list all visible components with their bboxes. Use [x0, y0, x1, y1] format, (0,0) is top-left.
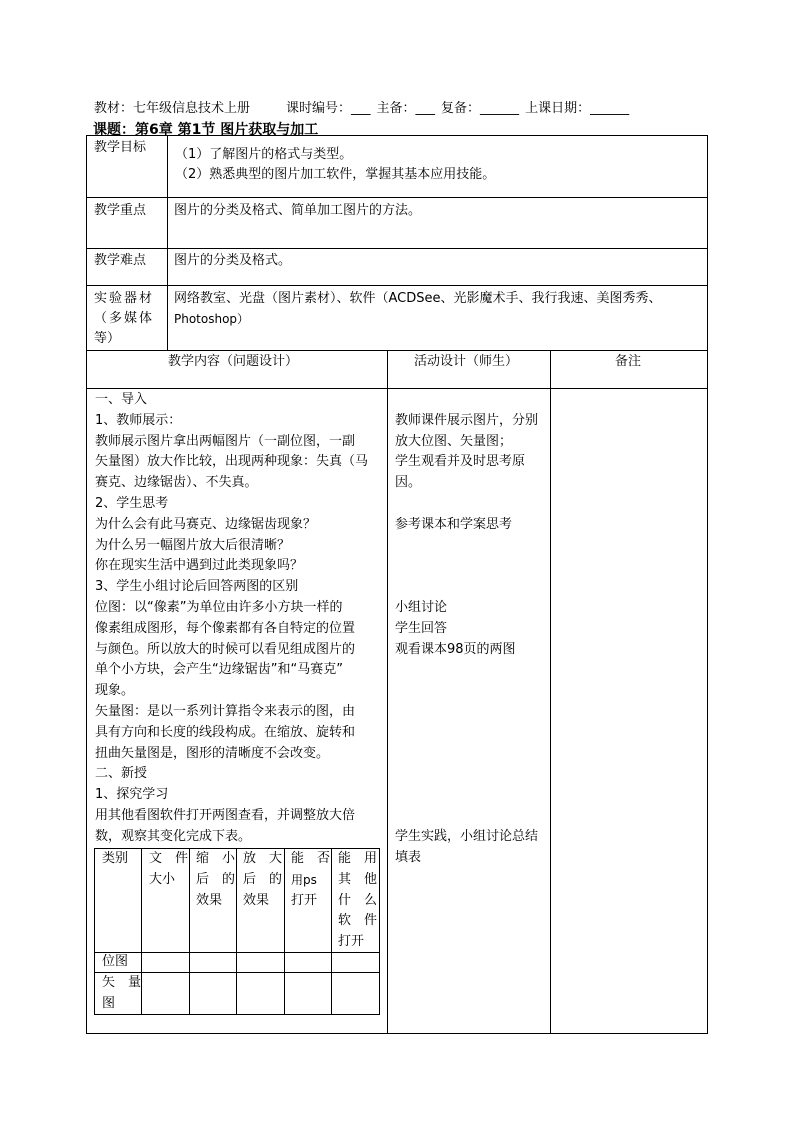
equipment-label-line-3: 等） — [94, 331, 121, 346]
equipment-label-line-2: （多媒体 — [94, 311, 155, 326]
content-line: 数，观察其变化完成下表。 — [95, 828, 252, 844]
content-line: 具有方向和长度的线段构成。在缩放、旋转和 — [95, 724, 356, 740]
row-label-vector: 矢 量 — [102, 975, 142, 990]
column-header-notes: 备注 — [615, 354, 642, 369]
header-other-software: 其 他 — [338, 871, 378, 887]
equipment-text-line-1: 网络教室、光盘（图片素材）、软件（ACDSee、光影魔术手、我行我速、美图秀秀、 — [174, 291, 662, 306]
equipment-text-line-2: Photoshop） — [174, 312, 250, 326]
cell-divider — [189, 848, 190, 1015]
content-line: 3、学生小组讨论后回答两图的区别 — [95, 579, 299, 595]
key-points-label: 教学重点 — [94, 203, 147, 218]
row-divider — [86, 388, 708, 389]
row-divider — [86, 350, 708, 351]
content-line: 像素组成图形，每个像素都有各自特定的位置 — [95, 620, 356, 636]
content-line: 位图：以“像素”为单位由许多小方块一样的 — [95, 600, 343, 615]
header-shrink-effect: 后 的 — [196, 871, 236, 887]
header-enlarge-effect: 效果 — [243, 892, 270, 908]
row-divider — [86, 285, 708, 286]
row-divider — [86, 248, 708, 249]
activity-line: 参考课本和学案思考 — [395, 516, 513, 532]
cell-divider — [236, 848, 237, 1015]
content-line: 用其他看图软件打开两图查看，并调整放大倍 — [95, 808, 356, 823]
content-line: 1、探究学习 — [95, 787, 169, 803]
cell-divider — [284, 848, 285, 1015]
content-line: 现象。 — [95, 683, 135, 699]
column-divider — [550, 350, 551, 1034]
header-other-software: 软 件 — [338, 913, 378, 929]
header-shrink-effect: 效果 — [196, 892, 223, 908]
content-line: 二、新授 — [95, 766, 148, 782]
header-meta — [94, 97, 629, 116]
content-line: 为什么另一幅图片放大后很清晰？ — [95, 537, 291, 553]
header-other-software: 打开 — [338, 934, 365, 950]
content-line: 扭曲矢量图是，图形的清晰度不会改变。 — [95, 745, 330, 761]
main-prep-label: 主备：___ — [376, 101, 436, 116]
activity-line: 小组讨论 — [395, 600, 448, 615]
review-prep-label: 复备：______ — [441, 101, 520, 116]
header-file-size: 文 件 — [149, 851, 189, 866]
row-divider — [86, 197, 708, 198]
content-line: 为什么会有此马赛克、边缘锯齿现象？ — [95, 516, 317, 532]
activity-line: 放大位图、矢量图； — [395, 433, 513, 449]
lesson-number-label: 课时编号：___ — [286, 101, 371, 116]
content-line: 一、导入 — [95, 392, 148, 407]
objectives-line-2: （2）熟悉典型的图片加工软件，掌握其基本应用技能。 — [175, 167, 496, 182]
header-file-size: 大小 — [149, 871, 176, 887]
activity-line: 填表 — [395, 849, 422, 865]
header-enlarge-effect: 后 的 — [243, 871, 283, 887]
content-line: 你在现实生活中遇到过此类现象吗？ — [95, 558, 304, 574]
row-label-vector: 图 — [102, 996, 116, 1011]
header-shrink-effect: 缩 小 — [196, 851, 236, 866]
difficulties-text: 图片的分类及格式。 — [174, 253, 292, 268]
header-category: 类别 — [102, 851, 129, 866]
header-open-with-ps: 用ps — [291, 872, 317, 887]
header-other-software: 什 么 — [338, 892, 378, 908]
key-points-text: 图片的分类及格式、简单加工图片的方法。 — [174, 203, 422, 218]
content-line: 2、学生思考 — [95, 496, 169, 511]
lesson-title: 课题：第6章 第1节 图片获取与加工 — [93, 122, 319, 138]
header-open-with-ps: 打开 — [291, 892, 318, 908]
activity-line: 观看课本98页的两图 — [395, 641, 516, 657]
activity-line: 学生实践，小组讨论总结 — [395, 828, 539, 844]
content-line: 1、教师展示： — [95, 412, 182, 428]
header-open-with-ps: 能 否 — [291, 851, 331, 866]
content-line: 矢量图）放大作比较，出现两种现象：失真（马 — [95, 454, 369, 470]
column-header-content: 教学内容（问题设计） — [168, 354, 299, 369]
activity-line: 因。 — [395, 475, 422, 491]
header-enlarge-effect: 放 大 — [243, 851, 283, 866]
activity-line: 学生回答 — [395, 620, 448, 636]
activity-line: 学生观看并及时思考原 — [395, 454, 526, 470]
objectives-label: 教学目标 — [94, 140, 147, 155]
content-line: 与颜色。所以放大的时候可以看见组成图片的 — [95, 641, 356, 657]
activity-line: 教师课件展示图片，分别 — [395, 412, 539, 428]
class-date-label: 上课日期：______ — [525, 101, 630, 116]
cell-divider — [331, 848, 332, 1015]
content-line: 单个小方块，会产生“边缘锯齿”和“马赛克” — [95, 662, 343, 678]
content-line: 赛克、边缘锯齿）、不失真。 — [95, 475, 258, 491]
header-other-software: 能 用 — [338, 851, 378, 866]
objectives-line-1: （1）了解图片的格式与类型。 — [175, 147, 353, 162]
label-column-divider — [167, 135, 168, 350]
column-divider — [387, 350, 388, 1034]
textbook-label: 教材：七年级信息技术上册 — [94, 101, 251, 116]
equipment-label-line-1: 实验器材 — [94, 291, 155, 306]
row-label-bitmap: 位图 — [102, 954, 129, 969]
content-line: 教师展示图片拿出两幅图片（一副位图，一副 — [95, 433, 356, 449]
cell-divider — [141, 848, 142, 1015]
content-line: 矢量图：是以一系列计算指令来表示的图，由 — [95, 704, 356, 719]
difficulties-label: 教学难点 — [94, 253, 147, 268]
column-header-activity: 活动设计（师生） — [414, 354, 519, 369]
